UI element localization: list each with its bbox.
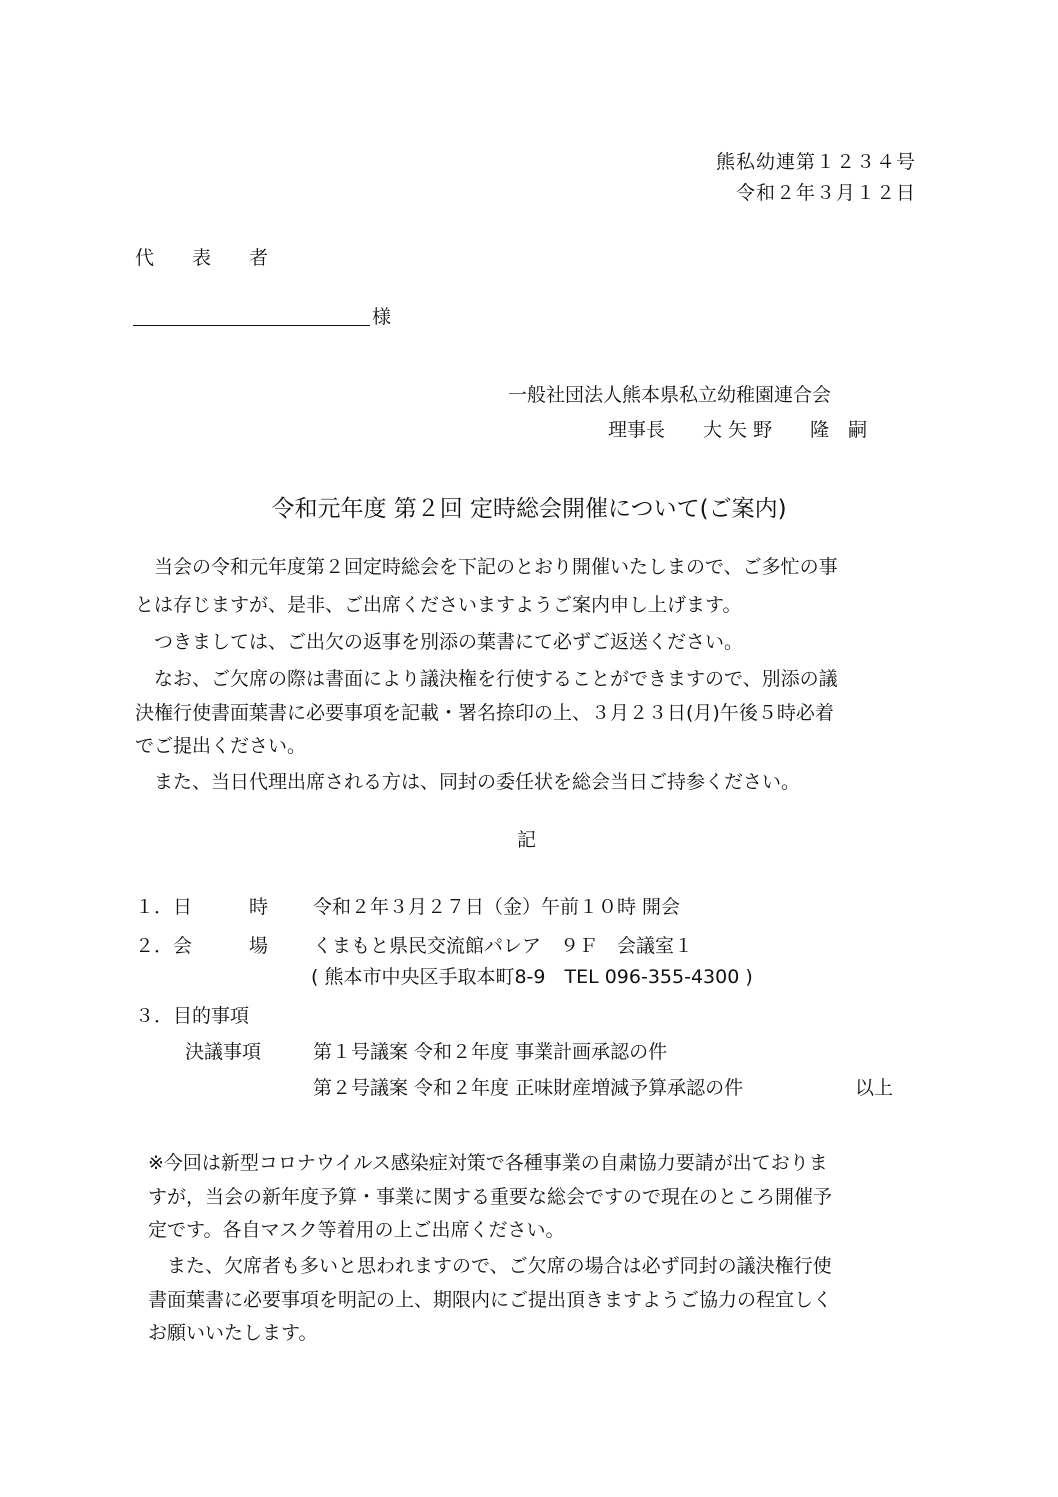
note-line: また、欠席者も多いと思われますので、ご欠席の場合は必ず同封の議決権行使 — [148, 1255, 832, 1277]
date-value: 令和２年３月２７日（金）午前１０時 開会 — [313, 896, 681, 918]
venue-address: ( 熊本市中央区手取本町8-9 TEL 096-355-4300 ) — [311, 966, 753, 988]
body-line: 決権行使書面葉書に必要事項を記載・署名捺印の上、３月２３日(月)午後５時必着 — [135, 702, 834, 724]
note-line: 定です。各自マスク等着用の上ご出席ください。 — [148, 1219, 565, 1241]
page-title: 令和元年度 第２回 定時総会開催について(ご案内) — [271, 496, 787, 522]
resolution-item: 第１号議案 令和２年度 事業計画承認の件 — [313, 1041, 668, 1063]
ki-heading: 記 — [517, 829, 537, 851]
date-label: １．日 時 — [135, 896, 269, 918]
sender-organization: 一般社団法人熊本県私立幼稚園連合会 — [508, 384, 832, 406]
note-line: ※今回は新型コロナウイルス感染症対策で各種事業の自粛協力要請が出ておりま — [148, 1152, 828, 1174]
note-line: すが，当会の新年度予算・事業に関する重要な総会ですので現在のところ開催予 — [148, 1186, 833, 1208]
end-mark: 以上 — [855, 1077, 894, 1099]
sender-representative: 理事長 大 矢 野 隆 嗣 — [608, 419, 868, 441]
resolution-label: 決議事項 — [185, 1041, 262, 1063]
purpose-label: ３．目的事項 — [135, 1005, 250, 1027]
resolution-item: 第２号議案 令和２年度 正味財産増減予算承認の件 — [313, 1077, 744, 1099]
body-line: でご提出ください。 — [135, 735, 307, 757]
recipient-honorific: 様 — [372, 306, 392, 328]
body-line: また、当日代理出席される方は、同封の委任状を総会当日ご持参ください。 — [135, 771, 801, 793]
document-date: 令和２年３月１２日 — [735, 182, 916, 204]
body-line: つきましては、ご出欠の返事を別添の葉書にて必ずご返送ください。 — [135, 631, 744, 653]
note-line: お願いいたします。 — [148, 1322, 318, 1344]
recipient-name-line — [133, 325, 370, 326]
note-line: 書面葉書に必要事項を明記の上、期限内にご提出頂きますようご協力の程宜しく — [148, 1289, 833, 1311]
body-line: なお、ご欠席の際は書面により議決権を行使することができますので、別添の議 — [135, 668, 838, 690]
body-line: とは存じますが、是非、ご出席くださいますようご案内申し上げます。 — [135, 594, 742, 616]
recipient-label: 代 表 者 — [135, 247, 269, 269]
venue-value: くまもと県民交流館パレア ９Ｆ 会議室１ — [313, 935, 694, 957]
venue-label: ２．会 場 — [135, 935, 269, 957]
reference-number: 熊私幼連第１２３４号 — [715, 151, 916, 173]
body-line: 当会の令和元年度第２回定時総会を下記のとおり開催いたしまので、ご多忙の事 — [135, 556, 838, 578]
